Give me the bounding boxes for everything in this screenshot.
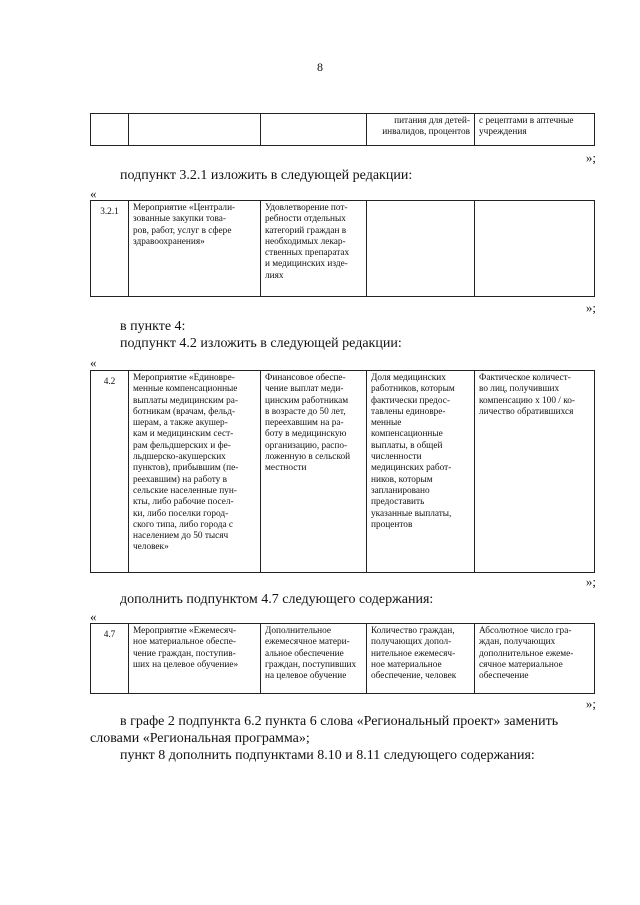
page-number: 8 xyxy=(317,60,323,74)
table-cell: Удовлетворение пот- ребности отдельных категорий граждан в необходимых лекар- ственных препаратах и медицинских изде- лиях xyxy=(261,201,367,297)
table-row xyxy=(91,624,595,694)
table-cell-number: 4.2 xyxy=(91,371,129,573)
table-continuation xyxy=(90,113,595,146)
paragraph: в графе 2 подпункта 6.2 пункта 6 слова «Региональный проект» заменить xyxy=(120,714,559,729)
closing-quote: »; xyxy=(585,696,596,711)
table-cell xyxy=(367,201,475,297)
table-cell xyxy=(91,114,129,146)
closing-quote: »; xyxy=(585,300,596,315)
table-cell: Фактическое количест- во лиц, получивших компенсацию х 100 / ко- личество обратившихся xyxy=(475,371,595,573)
paragraph: в пункте 4: xyxy=(120,319,186,334)
paragraph: словами «Региональная программа»; xyxy=(90,731,310,746)
table-cell: Доля медицинских работников, которым фактически предос- тавлены единовре- менные компенсационные выплаты, в общей численности медицинских работ- ников, которым запланировано предоставить указанные выплаты, процентов xyxy=(367,371,475,573)
table-cell-number: 3.2.1 xyxy=(91,201,129,297)
table-cell: Мероприятие «Централи- зованные закупки това- ров, работ, услуг в сфере здравоохранения» xyxy=(129,201,261,297)
table-row xyxy=(91,114,595,146)
table-cell: с рецептами в аптечные учреждения xyxy=(475,114,595,146)
table-cell xyxy=(261,114,367,146)
opening-quote: « xyxy=(90,186,97,201)
table-cell: Мероприятие «Ежемесяч- ное материальное обеспе- чение граждан, поступив- ших на целевое обучение» xyxy=(129,624,261,694)
table-4-7 xyxy=(90,623,595,694)
table-cell xyxy=(129,114,261,146)
table-4-2 xyxy=(90,370,595,573)
table-cell: Дополнительное ежемесячное матери- альное обеспечение граждан, поступивших на целевое обучение xyxy=(261,624,367,694)
table-cell: Абсолютное число гра- ждан, получающих дополнительное ежеме- сячное материальное обеспечение xyxy=(475,624,595,694)
paragraph: подпункт 4.2 изложить в следующей редакции: xyxy=(120,336,402,351)
closing-quote: »; xyxy=(585,150,596,165)
paragraph: дополнить подпунктом 4.7 следующего содержания: xyxy=(120,592,434,607)
table-cell: Финансовое обеспе- чение выплат меди- цинским работникам в возрасте до 50 лет, переехавшим на ра- боту в медицинскую организацию, распо- ложенную в сельской местности xyxy=(261,371,367,573)
paragraph: подпункт 3.2.1 изложить в следующей редакции: xyxy=(120,168,413,183)
opening-quote: « xyxy=(90,609,97,624)
table-3-2-1 xyxy=(90,200,595,297)
table-cell xyxy=(475,201,595,297)
opening-quote: « xyxy=(90,355,97,370)
table-row xyxy=(91,371,595,573)
table-cell: питания для детей- инвалидов, процентов xyxy=(367,114,475,146)
table-cell: Мероприятие «Единовре- менные компенсационные выплаты медицинским ра- ботникам (врачам, фельд- шерам, а также акушер- кам и медицинским сест- рам фельдшерских и фе- льдшерско-акушерских пунктов), прибывшим (пе- реехавшим) на работу в сельские населенные пун- кты, либо рабочие посел- ки, либо поселки город- ского типа, либо города с населением до 50 тысяч человек» xyxy=(129,371,261,573)
closing-quote: »; xyxy=(585,574,596,589)
table-cell: Количество граждан, получающих допол- нительное ежемесяч- ное материальное обеспечение, человек xyxy=(367,624,475,694)
table-row xyxy=(91,201,595,297)
paragraph: пункт 8 дополнить подпунктами 8.10 и 8.11 следующего содержания: xyxy=(120,748,535,763)
table-cell-number: 4.7 xyxy=(91,624,129,694)
